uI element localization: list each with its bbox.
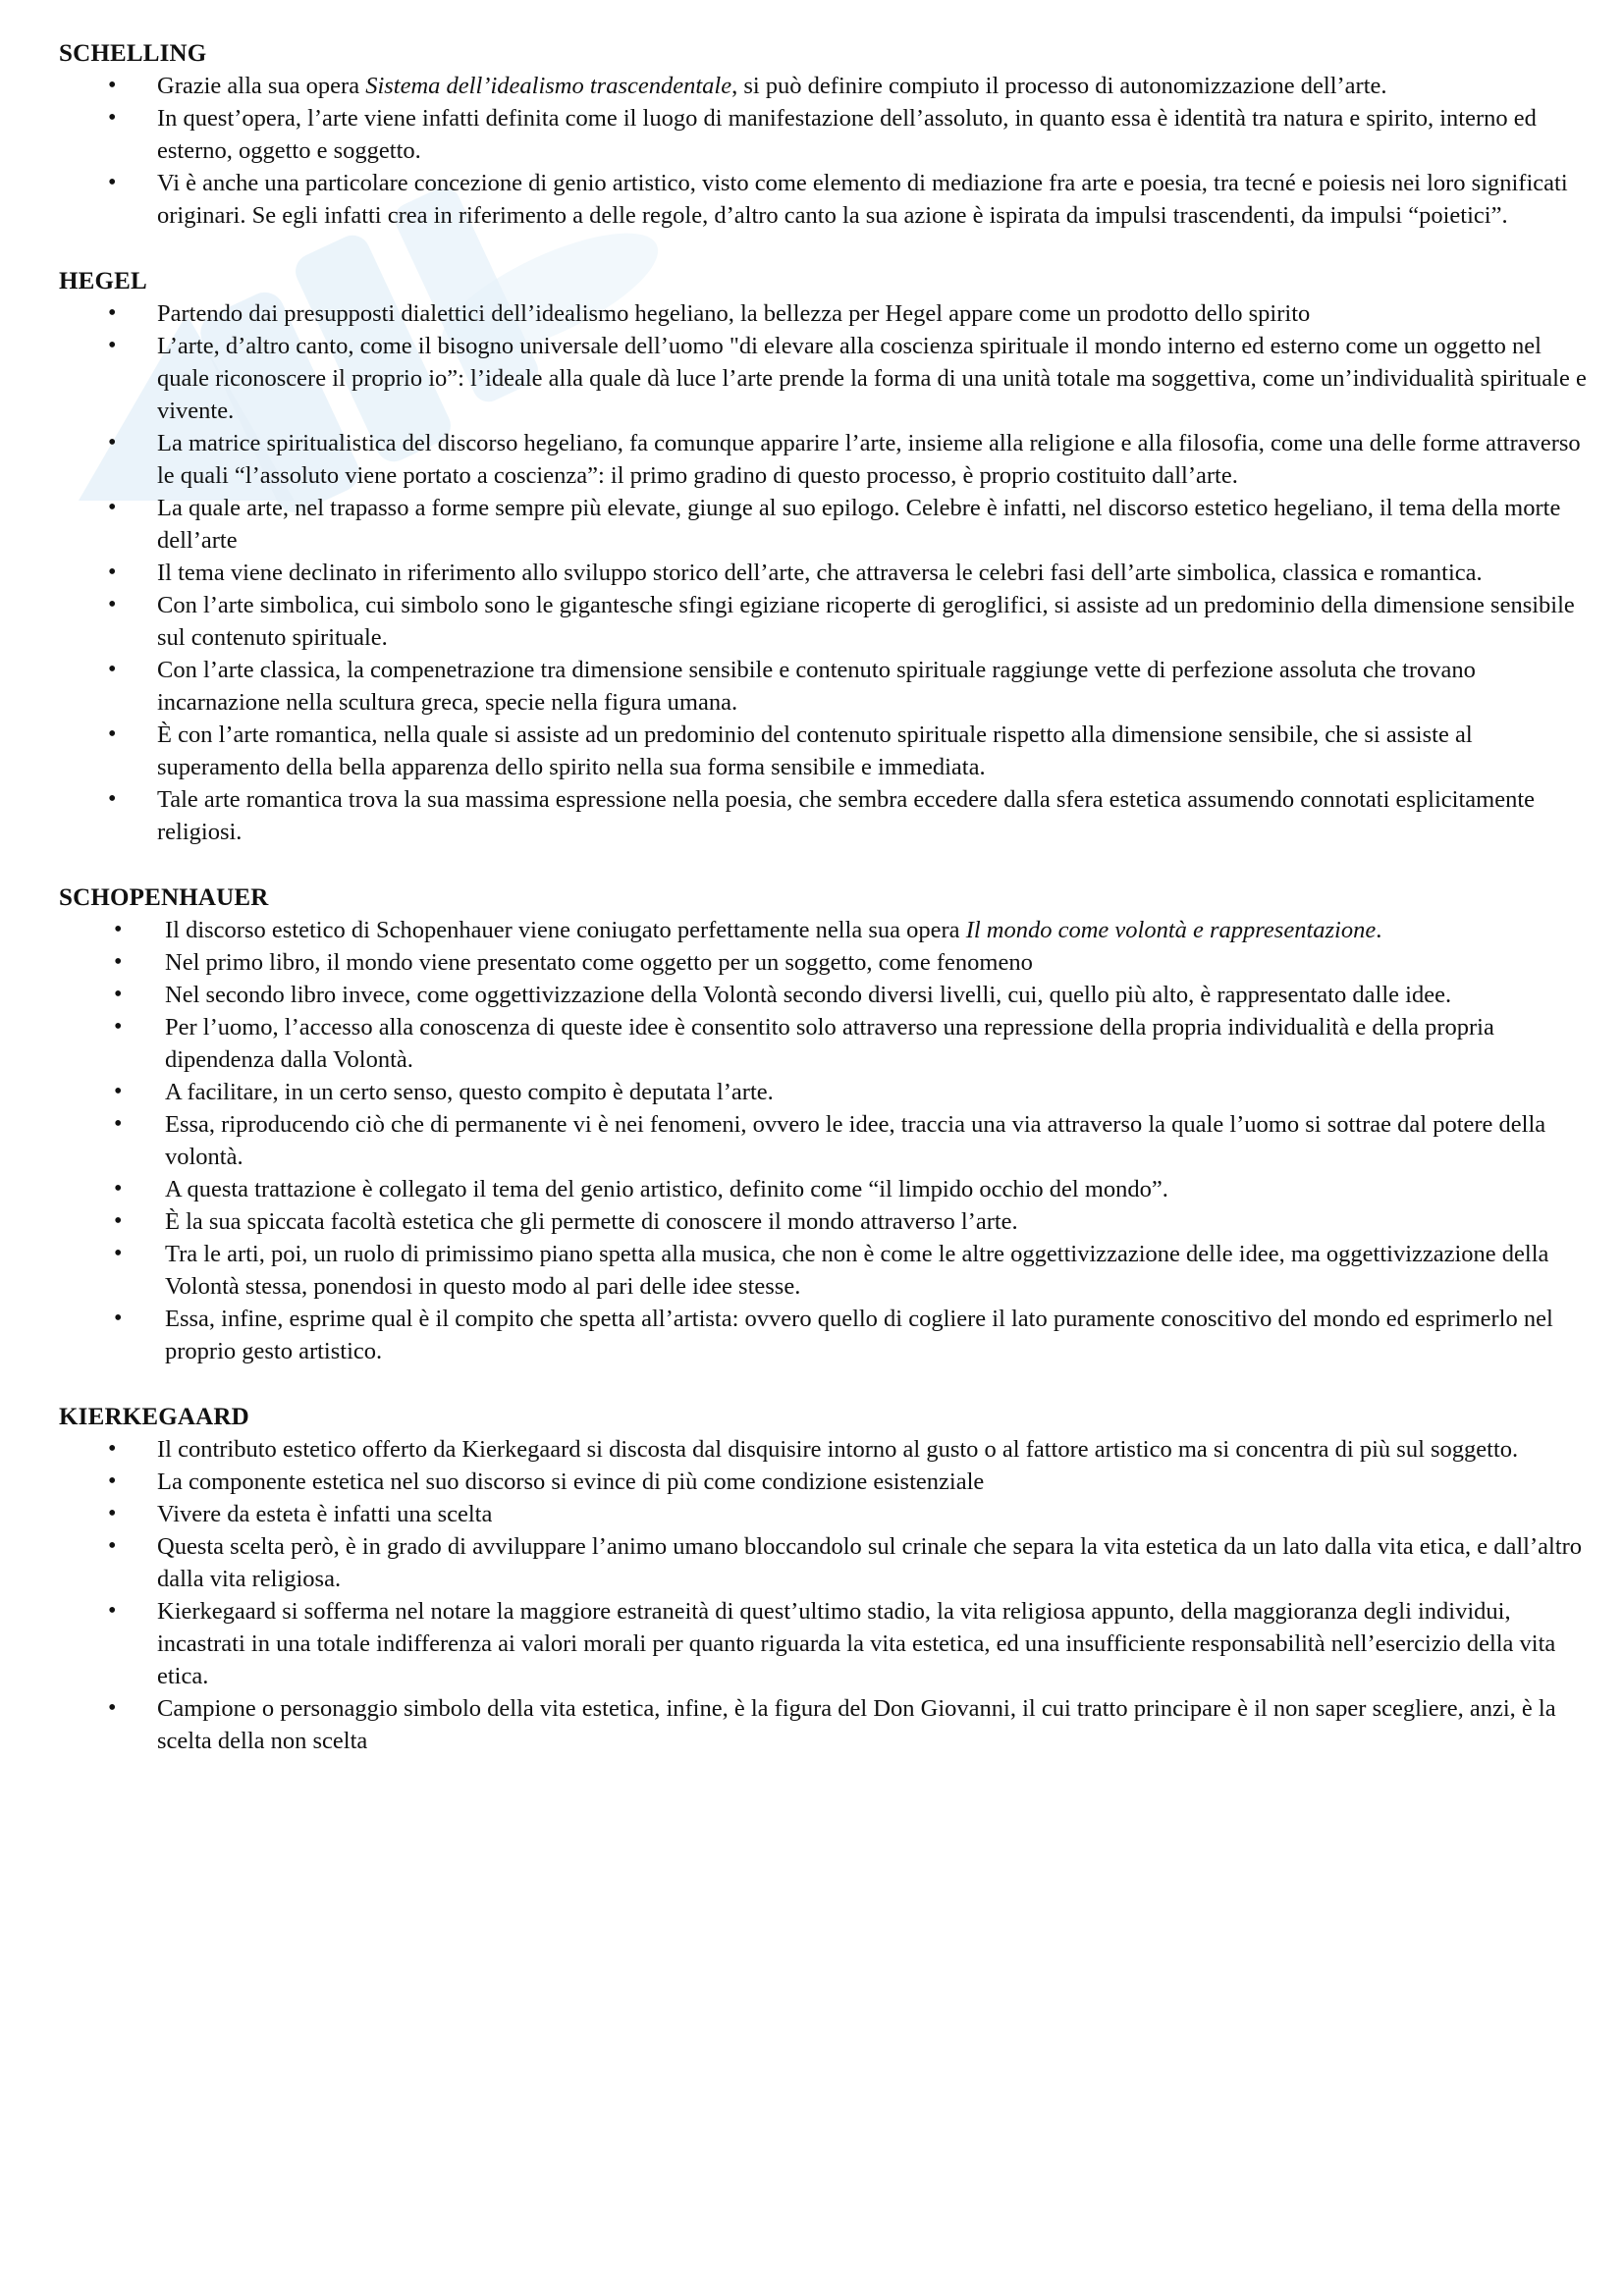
list-item	[59, 492, 1591, 557]
item-text: Il contributo estetico offerto da Kierkegaard si discosta dal disquisire intorno al gusto o al fattore artistico ma si concentra di più sul soggetto.	[157, 1436, 1519, 1463]
list-item	[59, 427, 1591, 492]
bullet-list	[59, 914, 1591, 1367]
list-item	[59, 1303, 1591, 1367]
list-item	[59, 589, 1591, 654]
item-text: La quale arte, nel trapasso a forme sempre più elevate, giunge al suo epilogo. Celebre è infatti, nel discorso estetico hegeliano, il tema della morte dell’arte	[157, 495, 1561, 554]
list-item	[59, 102, 1591, 167]
list-item	[59, 1466, 1591, 1498]
item-text: L’arte, d’altro canto, come il bisogno universale dell’uomo "di elevare alla coscienza spirituale il mondo interno ed esterno come un oggetto nel quale riconoscere il proprio io”: l’ideale alla quale dà luce l’arte prende la forma di una unità totale ma soggettiva, come un’individualità spirituale e vivente.	[157, 333, 1587, 424]
item-text: Vivere da esteta è infatti una scelta	[157, 1501, 493, 1527]
bullet-list	[59, 297, 1591, 848]
list-item	[59, 557, 1591, 589]
list-item	[59, 1205, 1591, 1238]
list-item	[59, 979, 1591, 1011]
item-text: In quest’opera, l’arte viene infatti definita come il luogo di manifestazione dell’assoluto, in quanto essa è identità tra natura e spirito, interno ed esterno, oggetto e soggetto.	[157, 105, 1537, 164]
list-item	[59, 1011, 1591, 1076]
item-text: Con l’arte classica, la compenetrazione tra dimensione sensibile e contenuto spirituale raggiunge vette di perfezione assoluta che trovano incarnazione nella scultura greca, specie nella figura umana.	[157, 657, 1476, 716]
item-text: Nel primo libro, il mondo viene presentato come oggetto per un soggetto, come fenomeno	[165, 949, 1033, 976]
item-text-end: .	[1376, 917, 1382, 943]
work-title: Il mondo come volontà e rappresentazione	[965, 917, 1377, 943]
item-text: Partendo dai presupposti dialettici dell’idealismo hegeliano, la bellezza per Hegel appare come un prodotto dello spirito	[157, 300, 1311, 327]
section-title: SCHELLING	[59, 40, 207, 67]
section-kierkegaard	[59, 1401, 1591, 1757]
list-item	[59, 1076, 1591, 1108]
list-item	[59, 297, 1591, 330]
list-item	[59, 783, 1591, 848]
section-schopenhauer	[59, 881, 1591, 1367]
section-title: HEGEL	[59, 268, 147, 294]
list-item	[59, 70, 1591, 102]
section-title: KIERKEGAARD	[59, 1404, 249, 1430]
section-title: SCHOPENHAUER	[59, 884, 269, 911]
item-text: È con l’arte romantica, nella quale si assiste ad un predominio del contenuto spirituale rispetto alla dimensione sensibile, che si assiste al superamento della bella apparenza dello spirito nella sua forma sensibile e immediata.	[157, 721, 1473, 780]
list-item	[59, 1173, 1591, 1205]
item-text: Kierkegaard si sofferma nel notare la maggiore estraneità di quest’ultimo stadio, la vita religiosa appunto, della maggioranza degli individui, incastrati in una totale indifferenza ai valori morali per quanto riguarda la vita estetica, ed una insufficiente responsabilità nell’esercizio della vita etica.	[157, 1598, 1556, 1689]
item-text: Il tema viene declinato in riferimento allo sviluppo storico dell’arte, che attraversa le celebri fasi dell’arte simbolica, classica e romantica.	[157, 560, 1483, 586]
bullet-list	[59, 70, 1591, 232]
item-text: Con l’arte simbolica, cui simbolo sono le gigantesche sfingi egiziane ricoperte di geroglifici, si assiste ad un predominio della dimensione sensibile sul contenuto spirituale.	[157, 592, 1575, 651]
item-text: Tale arte romantica trova la sua massima espressione nella poesia, che sembra eccedere dalla sfera estetica assumendo connotati esplicitamente religiosi.	[157, 786, 1536, 845]
list-item	[59, 1108, 1591, 1173]
item-text: Campione o personaggio simbolo della vita estetica, infine, è la figura del Don Giovanni, il cui tratto principare è il non saper scegliere, anzi, è la scelta della non scelta	[157, 1695, 1556, 1754]
list-item	[59, 946, 1591, 979]
list-item	[59, 654, 1591, 719]
list-item	[59, 167, 1591, 232]
list-item	[59, 1238, 1591, 1303]
item-text: Essa, riproducendo ciò che di permanente vi è nei fenomeni, ovvero le idee, traccia una via attraverso la quale l’uomo si sottrae dal potere della volontà.	[165, 1111, 1546, 1170]
list-item	[59, 1498, 1591, 1530]
document-page	[59, 37, 1591, 1790]
item-text-end: , si può definire compiuto il processo di autonomizzazione dell’arte.	[731, 73, 1387, 99]
item-text: Vi è anche una particolare concezione di genio artistico, visto come elemento di mediazione fra arte e poesia, tra tecné e poiesis nei loro significati originari. Se egli infatti crea in riferimento a delle regole, d’altro canto la sua azione è ispirata da impulsi trascendenti, da impulsi “poietici”.	[157, 170, 1568, 229]
item-text: La matrice spiritualistica del discorso hegeliano, fa comunque apparire l’arte, insieme alla religione e alla filosofia, come una delle forme attraverso le quali “l’assoluto viene portato a coscienza”: il primo gradino di questo processo, è proprio costituito dall’arte.	[157, 430, 1581, 489]
item-text: A questa trattazione è collegato il tema del genio artistico, definito come “il limpido occhio del mondo”.	[165, 1176, 1168, 1202]
item-text: Tra le arti, poi, un ruolo di primissimo piano spetta alla musica, che non è come le altre oggettivizzazione delle idee, ma oggettivizzazione della Volontà stessa, ponendosi in questo modo al pari delle idee stesse.	[165, 1241, 1549, 1300]
list-item	[59, 914, 1591, 946]
item-text: È la sua spiccata facoltà estetica che gli permette di conoscere il mondo attraverso l’arte.	[165, 1208, 1018, 1235]
list-item	[59, 1692, 1591, 1757]
list-item	[59, 330, 1591, 427]
section-schelling	[59, 37, 1591, 232]
list-item	[59, 1530, 1591, 1595]
item-text: A facilitare, in un certo senso, questo compito è deputata l’arte.	[165, 1079, 774, 1105]
work-title: Sistema dell’idealismo trascendentale	[365, 73, 732, 99]
list-item	[59, 1595, 1591, 1692]
item-text: Nel secondo libro invece, come oggettivizzazione della Volontà secondo diversi livelli, cui, quello più alto, è rappresentato dalle idee.	[165, 982, 1452, 1008]
item-text: Essa, infine, esprime qual è il compito che spetta all’artista: ovvero quello di cogliere il lato puramente conoscitivo del mondo ed esprimerlo nel proprio gesto artistico.	[165, 1306, 1553, 1364]
bullet-list	[59, 1433, 1591, 1757]
item-text: Il discorso estetico di Schopenhauer viene coniugato perfettamente nella sua opera	[165, 917, 966, 943]
item-text: Per l’uomo, l’accesso alla conoscenza di queste idee è consentito solo attraverso una repressione della propria individualità e della propria dipendenza dalla Volontà.	[165, 1014, 1494, 1073]
list-item	[59, 719, 1591, 783]
item-text: La componente estetica nel suo discorso si evince di più come condizione esistenziale	[157, 1468, 985, 1495]
list-item	[59, 1433, 1591, 1466]
section-hegel	[59, 265, 1591, 848]
item-text: Questa scelta però, è in grado di avviluppare l’animo umano bloccandolo sul crinale che separa la vita estetica da un lato dalla vita etica, e dall’altro dalla vita religiosa.	[157, 1533, 1583, 1592]
item-text: Grazie alla sua opera	[157, 73, 366, 99]
